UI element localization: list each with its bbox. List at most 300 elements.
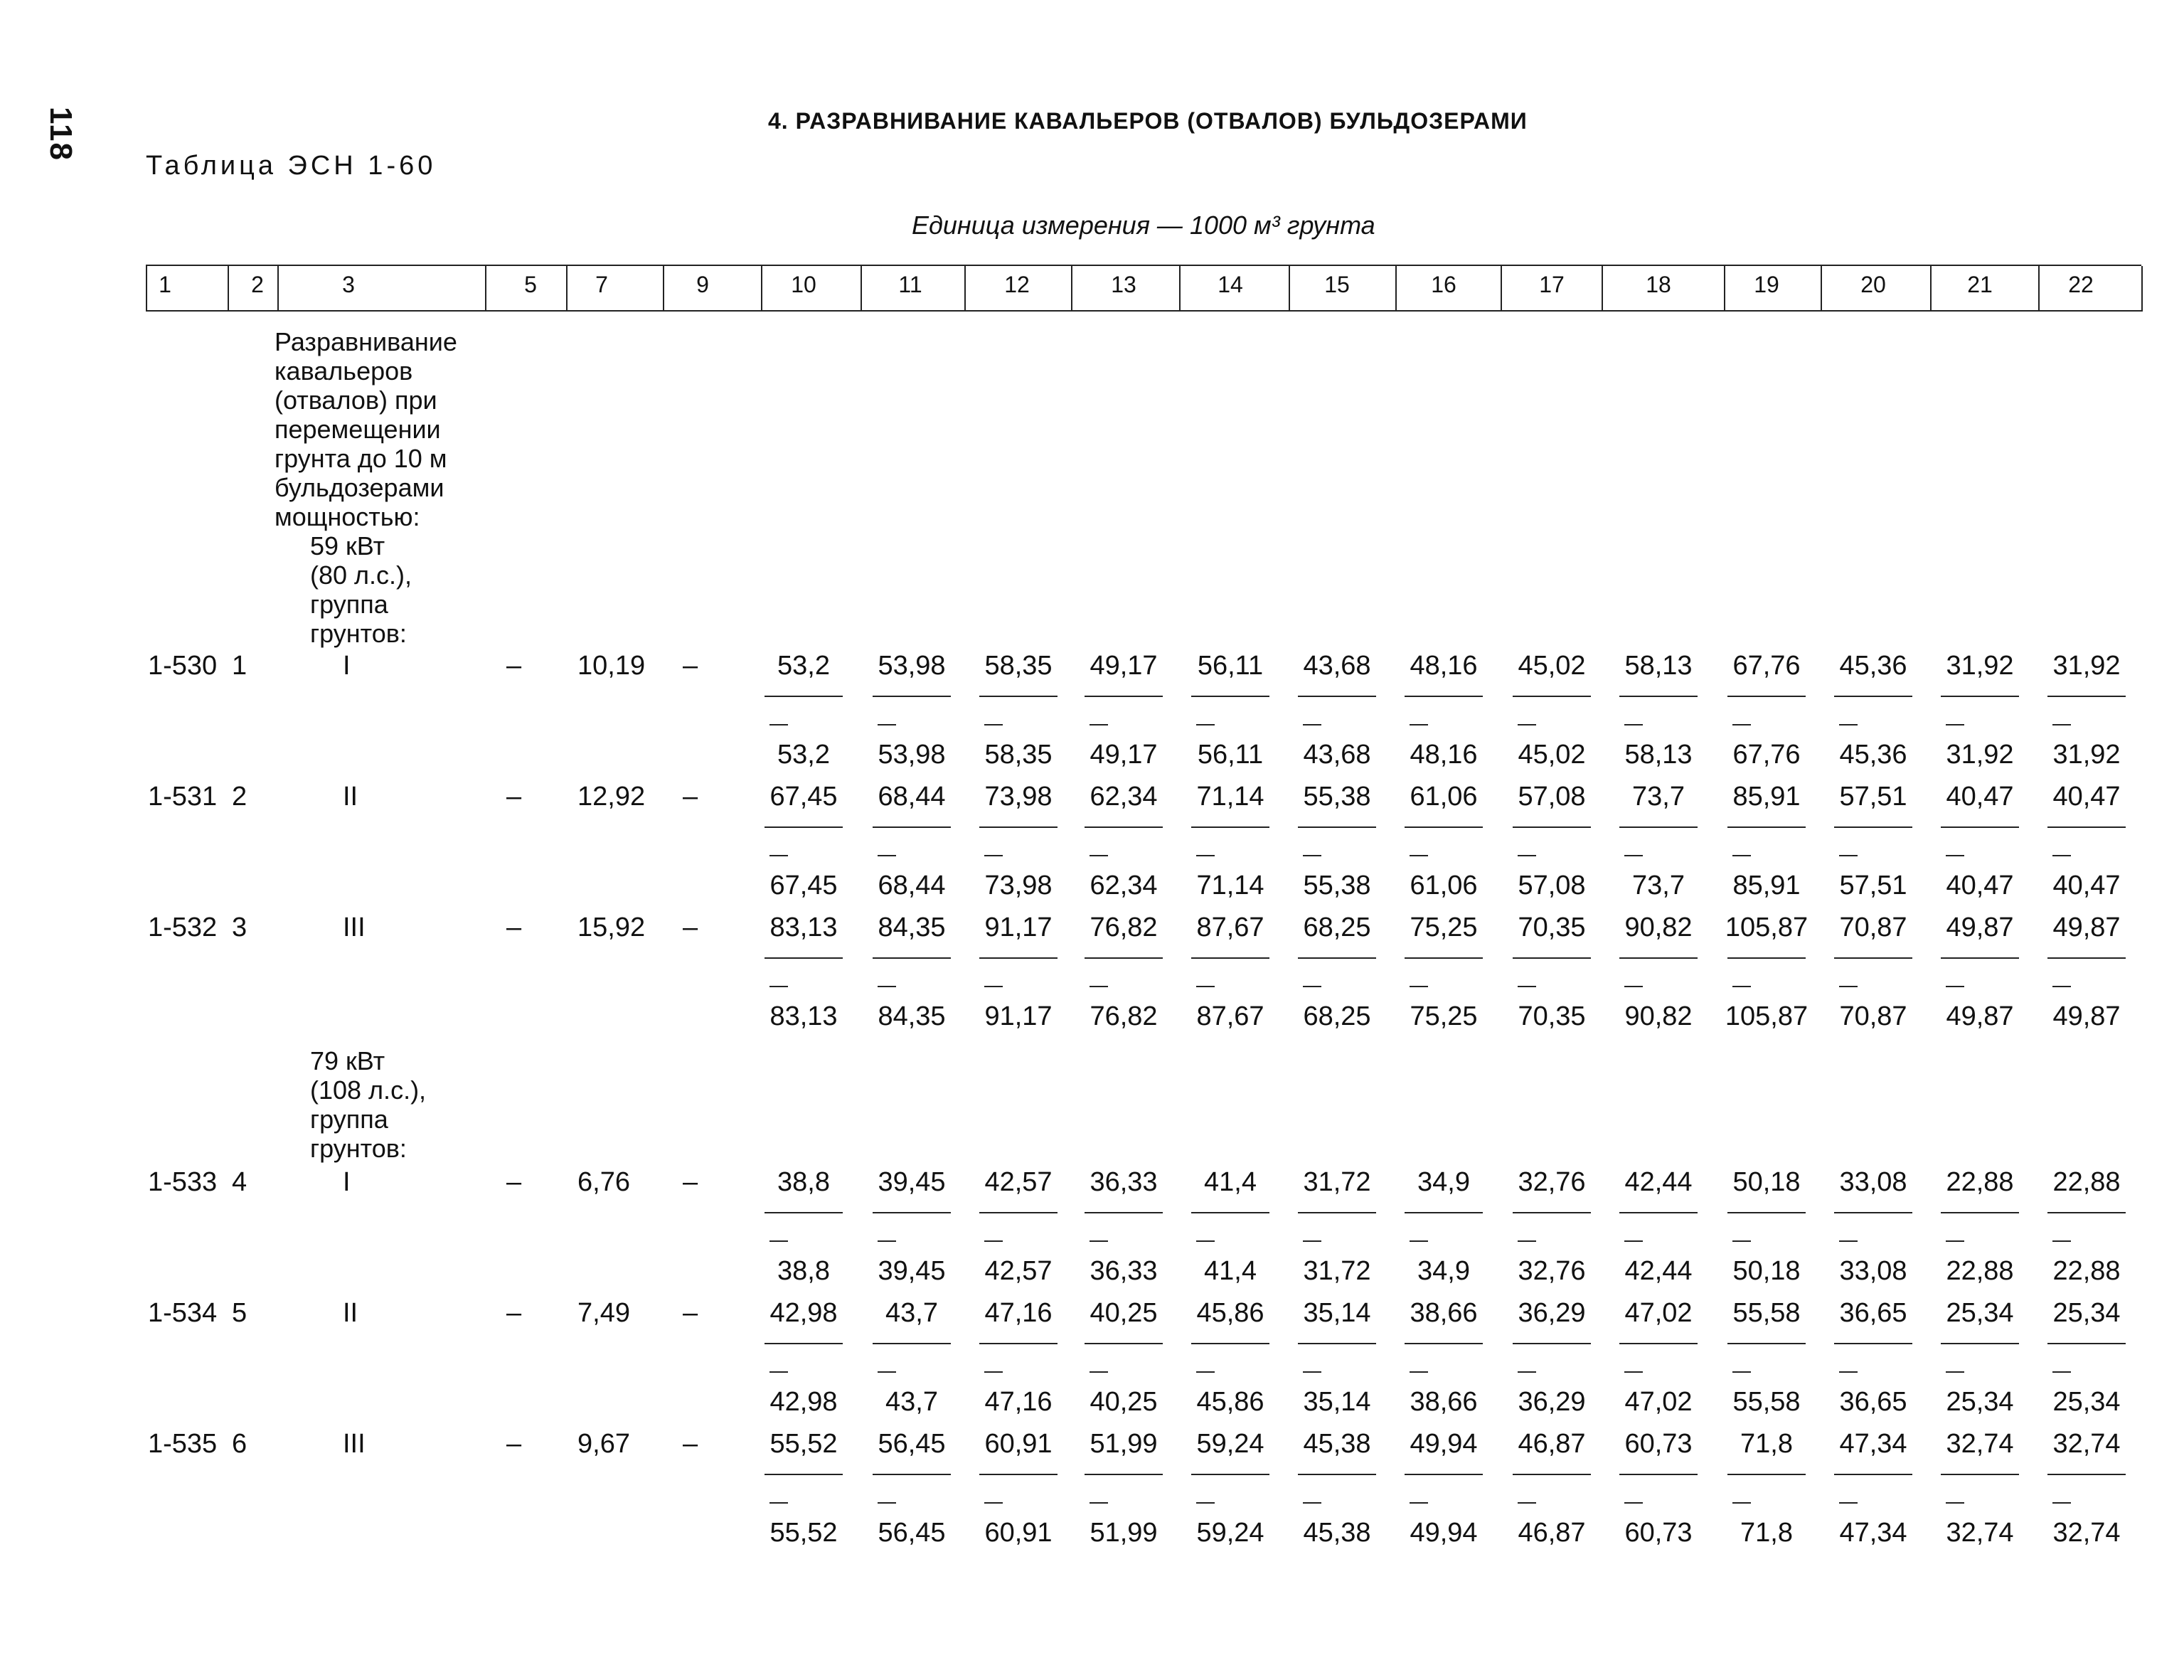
numerator-value: 46,87 bbox=[1518, 1429, 1586, 1459]
denominator-dash bbox=[984, 1502, 1003, 1504]
column-header: 18 bbox=[1646, 272, 1671, 297]
column-header: 21 bbox=[1967, 272, 1993, 297]
fraction-bar bbox=[873, 957, 951, 959]
denominator-value: 40,47 bbox=[2052, 871, 2121, 900]
denominator-dash bbox=[1303, 724, 1321, 725]
numerator-value: 71,14 bbox=[1196, 782, 1264, 812]
denominator-value: 36,33 bbox=[1090, 1256, 1158, 1286]
section-title: 4. РАЗРАВНИВАНИЕ КАВАЛЬЕРОВ (ОТВАЛОВ) БУЛЬДОЗЕРАМИ bbox=[768, 108, 1528, 134]
numerator-value: 48,16 bbox=[1410, 651, 1478, 681]
numerator-value: 22,88 bbox=[2052, 1167, 2121, 1197]
row-code: 1-531 bbox=[148, 782, 218, 812]
numerator-value: 31,92 bbox=[2052, 651, 2121, 681]
soil-group: I bbox=[343, 1167, 351, 1197]
denominator-value: 49,87 bbox=[1946, 1001, 2014, 1031]
fraction-bar bbox=[765, 1212, 843, 1213]
numerator-value: 73,98 bbox=[984, 782, 1053, 812]
row-number: 6 bbox=[232, 1429, 247, 1459]
denominator-value: 32,74 bbox=[1946, 1518, 2014, 1548]
denominator-value: 53,2 bbox=[777, 740, 830, 770]
fraction-bar bbox=[2047, 696, 2126, 697]
numerator-value: 42,98 bbox=[769, 1298, 838, 1328]
fraction-bar bbox=[2047, 957, 2126, 959]
numerator-value: 60,91 bbox=[984, 1429, 1053, 1459]
description-line: Разравнивание bbox=[275, 327, 457, 356]
denominator-dash bbox=[1518, 1502, 1536, 1504]
fraction-bar bbox=[1298, 1343, 1376, 1344]
soil-group: II bbox=[343, 1298, 358, 1328]
header-divider bbox=[1071, 266, 1072, 312]
denominator-dash bbox=[1732, 1502, 1751, 1504]
unit-of-measure: Единица измерения — 1000 м³ грунта bbox=[912, 211, 1375, 240]
fraction-bar bbox=[1941, 957, 2019, 959]
group-heading-line: 59 кВт bbox=[310, 531, 385, 560]
fraction-bar bbox=[1513, 957, 1591, 959]
fraction-bar bbox=[1085, 696, 1163, 697]
fraction-bar bbox=[1085, 1343, 1163, 1344]
fraction-bar bbox=[979, 826, 1058, 828]
column-7-value: 10,19 bbox=[577, 651, 646, 681]
denominator-dash bbox=[1090, 1240, 1108, 1242]
numerator-value: 56,11 bbox=[1197, 651, 1264, 681]
denominator-value: 40,25 bbox=[1090, 1387, 1158, 1417]
numerator-value: 85,91 bbox=[1732, 782, 1801, 812]
denominator-value: 45,38 bbox=[1303, 1518, 1371, 1548]
numerator-value: 83,13 bbox=[769, 913, 838, 942]
denominator-value: 60,91 bbox=[984, 1518, 1053, 1548]
numerator-value: 70,35 bbox=[1518, 913, 1586, 942]
denominator-dash bbox=[1946, 986, 1964, 987]
denominator-dash bbox=[1946, 1240, 1964, 1242]
denominator-dash bbox=[1946, 1371, 1964, 1373]
denominator-value: 87,67 bbox=[1196, 1001, 1264, 1031]
denominator-value: 67,45 bbox=[769, 871, 838, 900]
denominator-value: 67,76 bbox=[1732, 740, 1801, 770]
denominator-value: 49,94 bbox=[1410, 1518, 1478, 1548]
fraction-bar bbox=[1834, 957, 1912, 959]
denominator-value: 68,44 bbox=[878, 871, 946, 900]
fraction-bar bbox=[765, 696, 843, 697]
fraction-bar bbox=[765, 957, 843, 959]
denominator-dash bbox=[1196, 1502, 1215, 1504]
denominator-dash bbox=[1090, 724, 1108, 725]
denominator-dash bbox=[1839, 724, 1858, 725]
fraction-bar bbox=[1619, 1212, 1698, 1213]
numerator-value: 90,82 bbox=[1624, 913, 1693, 942]
numerator-value: 45,38 bbox=[1303, 1429, 1371, 1459]
fraction-bar bbox=[1191, 957, 1269, 959]
denominator-dash bbox=[769, 724, 788, 725]
denominator-dash bbox=[1196, 1240, 1215, 1242]
denominator-dash bbox=[1946, 724, 1964, 725]
fraction-bar bbox=[1405, 696, 1483, 697]
numerator-value: 32,76 bbox=[1518, 1167, 1586, 1197]
header-divider bbox=[2038, 266, 2040, 312]
row-code: 1-533 bbox=[148, 1167, 218, 1197]
denominator-value: 60,73 bbox=[1624, 1518, 1693, 1548]
column-7-value: 15,92 bbox=[577, 913, 646, 942]
column-header: 20 bbox=[1860, 272, 1886, 297]
numerator-value: 38,66 bbox=[1410, 1298, 1478, 1328]
numerator-value: 36,29 bbox=[1518, 1298, 1586, 1328]
denominator-dash bbox=[1946, 855, 1964, 856]
denominator-dash bbox=[2052, 724, 2071, 725]
fraction-bar bbox=[2047, 1474, 2126, 1475]
denominator-value: 32,74 bbox=[2052, 1518, 2121, 1548]
denominator-dash bbox=[1732, 1371, 1751, 1373]
column-header: 11 bbox=[898, 272, 922, 297]
fraction-bar bbox=[1298, 957, 1376, 959]
denominator-value: 42,98 bbox=[769, 1387, 838, 1417]
numerator-value: 70,87 bbox=[1839, 913, 1907, 942]
numerator-value: 67,45 bbox=[769, 782, 838, 812]
fraction-bar bbox=[2047, 1343, 2126, 1344]
denominator-value: 42,57 bbox=[984, 1256, 1053, 1286]
numerator-value: 76,82 bbox=[1090, 913, 1158, 942]
numerator-value: 31,72 bbox=[1303, 1167, 1371, 1197]
numerator-value: 43,7 bbox=[885, 1298, 938, 1328]
denominator-value: 50,18 bbox=[1732, 1256, 1801, 1286]
numerator-value: 49,87 bbox=[2052, 913, 2121, 942]
denominator-dash bbox=[769, 986, 788, 987]
numerator-value: 47,16 bbox=[984, 1298, 1053, 1328]
numerator-value: 87,67 bbox=[1196, 913, 1264, 942]
numerator-value: 33,08 bbox=[1839, 1167, 1907, 1197]
row-code: 1-530 bbox=[148, 651, 218, 681]
denominator-dash bbox=[878, 855, 896, 856]
column-9-value: – bbox=[683, 1167, 698, 1197]
denominator-value: 31,92 bbox=[2052, 740, 2121, 770]
fraction-bar bbox=[1298, 696, 1376, 697]
denominator-dash bbox=[1732, 986, 1751, 987]
denominator-dash bbox=[1303, 1502, 1321, 1504]
row-code: 1-534 bbox=[148, 1298, 218, 1328]
denominator-value: 58,13 bbox=[1624, 740, 1693, 770]
fraction-bar bbox=[1513, 696, 1591, 697]
header-divider bbox=[1289, 266, 1290, 312]
denominator-dash bbox=[1090, 1371, 1108, 1373]
fraction-bar bbox=[1619, 1343, 1698, 1344]
denominator-value: 59,24 bbox=[1196, 1518, 1264, 1548]
denominator-value: 61,06 bbox=[1410, 871, 1478, 900]
header-divider bbox=[1602, 266, 1603, 312]
column-5-value: – bbox=[506, 1167, 522, 1197]
denominator-dash bbox=[1518, 1371, 1536, 1373]
header-divider bbox=[2141, 266, 2143, 312]
column-header: 14 bbox=[1218, 272, 1243, 297]
fraction-bar bbox=[1085, 826, 1163, 828]
fraction-bar bbox=[1834, 1343, 1912, 1344]
column-9-value: – bbox=[683, 782, 698, 812]
denominator-dash bbox=[984, 724, 1003, 725]
numerator-value: 75,25 bbox=[1410, 913, 1478, 942]
numerator-value: 32,74 bbox=[2052, 1429, 2121, 1459]
column-5-value: – bbox=[506, 1298, 522, 1328]
numerator-value: 49,17 bbox=[1090, 651, 1158, 681]
fraction-bar bbox=[1727, 826, 1806, 828]
column-7-value: 12,92 bbox=[577, 782, 646, 812]
denominator-value: 25,34 bbox=[1946, 1387, 2014, 1417]
description-line: перемещении bbox=[275, 415, 441, 444]
group-heading-line: (80 л.с.), bbox=[310, 560, 412, 590]
header-divider bbox=[1179, 266, 1181, 312]
denominator-value: 73,7 bbox=[1632, 871, 1685, 900]
denominator-dash bbox=[878, 1502, 896, 1504]
fraction-bar bbox=[1405, 1474, 1483, 1475]
denominator-dash bbox=[1303, 1240, 1321, 1242]
fraction-bar bbox=[873, 696, 951, 697]
column-7-value: 9,67 bbox=[577, 1429, 630, 1459]
fraction-bar bbox=[1834, 826, 1912, 828]
group-heading-line: группа bbox=[310, 590, 388, 619]
group2-heading bbox=[310, 1046, 426, 1163]
fraction-bar bbox=[1941, 696, 2019, 697]
fraction-bar bbox=[1513, 1474, 1591, 1475]
column-header: 10 bbox=[791, 272, 816, 297]
denominator-value: 46,87 bbox=[1518, 1518, 1586, 1548]
fraction-bar bbox=[1405, 1343, 1483, 1344]
denominator-value: 48,16 bbox=[1410, 740, 1478, 770]
fraction-bar bbox=[1834, 696, 1912, 697]
fraction-bar bbox=[873, 1343, 951, 1344]
fraction-bar bbox=[1619, 826, 1698, 828]
column-5-value: – bbox=[506, 651, 522, 681]
denominator-dash bbox=[769, 1371, 788, 1373]
denominator-value: 39,45 bbox=[878, 1256, 946, 1286]
denominator-value: 57,51 bbox=[1839, 871, 1907, 900]
denominator-value: 53,98 bbox=[878, 740, 946, 770]
fraction-bar bbox=[1727, 957, 1806, 959]
fraction-bar bbox=[1298, 826, 1376, 828]
fraction-bar bbox=[1619, 696, 1698, 697]
denominator-dash bbox=[1946, 1502, 1964, 1504]
group1-heading bbox=[310, 531, 412, 648]
denominator-value: 105,87 bbox=[1725, 1001, 1809, 1031]
numerator-value: 60,73 bbox=[1624, 1429, 1693, 1459]
row-number: 5 bbox=[232, 1298, 247, 1328]
denominator-dash bbox=[878, 1371, 896, 1373]
numerator-value: 47,02 bbox=[1624, 1298, 1693, 1328]
numerator-value: 41,4 bbox=[1204, 1167, 1257, 1197]
column-9-value: – bbox=[683, 651, 698, 681]
denominator-dash bbox=[1624, 855, 1643, 856]
fraction-bar bbox=[2047, 1212, 2126, 1213]
denominator-value: 76,82 bbox=[1090, 1001, 1158, 1031]
numerator-value: 34,9 bbox=[1417, 1167, 1470, 1197]
numerator-value: 51,99 bbox=[1090, 1429, 1158, 1459]
fraction-bar bbox=[1191, 1212, 1269, 1213]
header-divider bbox=[485, 266, 486, 312]
denominator-value: 51,99 bbox=[1090, 1518, 1158, 1548]
denominator-dash bbox=[2052, 1502, 2071, 1504]
denominator-value: 36,65 bbox=[1839, 1387, 1907, 1417]
fraction-bar bbox=[979, 1474, 1058, 1475]
numerator-value: 36,33 bbox=[1090, 1167, 1158, 1197]
page-number: 118 bbox=[43, 107, 78, 161]
denominator-dash bbox=[1410, 1371, 1428, 1373]
fraction-bar bbox=[1727, 1474, 1806, 1475]
fraction-bar bbox=[1085, 1474, 1163, 1475]
denominator-dash bbox=[1839, 1371, 1858, 1373]
soil-group: II bbox=[343, 782, 358, 812]
fraction-bar bbox=[1191, 1343, 1269, 1344]
numerator-value: 56,45 bbox=[878, 1429, 946, 1459]
denominator-dash bbox=[1303, 1371, 1321, 1373]
denominator-dash bbox=[1410, 1240, 1428, 1242]
denominator-dash bbox=[1410, 1502, 1428, 1504]
numerator-value: 40,47 bbox=[2052, 782, 2121, 812]
denominator-dash bbox=[1624, 1371, 1643, 1373]
denominator-value: 38,66 bbox=[1410, 1387, 1478, 1417]
column-header: 2 bbox=[251, 272, 264, 297]
numerator-value: 31,92 bbox=[1946, 651, 2014, 681]
denominator-value: 62,34 bbox=[1090, 871, 1158, 900]
numerator-value: 67,76 bbox=[1732, 651, 1801, 681]
fraction-bar bbox=[873, 1212, 951, 1213]
fraction-bar bbox=[873, 1474, 951, 1475]
denominator-value: 58,35 bbox=[984, 740, 1053, 770]
fraction-bar bbox=[1405, 826, 1483, 828]
numerator-value: 55,58 bbox=[1732, 1298, 1801, 1328]
column-9-value: – bbox=[683, 1429, 698, 1459]
denominator-dash bbox=[1090, 986, 1108, 987]
description-line: грунта до 10 м bbox=[275, 444, 447, 473]
column-header: 9 bbox=[696, 272, 709, 297]
denominator-dash bbox=[1196, 724, 1215, 725]
row-code: 1-532 bbox=[148, 913, 218, 942]
numerator-value: 49,94 bbox=[1410, 1429, 1478, 1459]
denominator-value: 31,92 bbox=[1946, 740, 2014, 770]
denominator-value: 70,87 bbox=[1839, 1001, 1907, 1031]
denominator-value: 91,17 bbox=[984, 1001, 1053, 1031]
fraction-bar bbox=[1191, 1474, 1269, 1475]
fraction-bar bbox=[1513, 1343, 1591, 1344]
numerator-value: 68,25 bbox=[1303, 913, 1371, 942]
numerator-value: 25,34 bbox=[1946, 1298, 2014, 1328]
numerator-value: 59,24 bbox=[1196, 1429, 1264, 1459]
column-header: 19 bbox=[1754, 272, 1779, 297]
header-divider bbox=[566, 266, 568, 312]
table-label: Таблица ЭСН 1-60 bbox=[146, 151, 437, 181]
numerator-value: 22,88 bbox=[1946, 1167, 2014, 1197]
fraction-bar bbox=[1941, 826, 2019, 828]
column-header: 15 bbox=[1324, 272, 1350, 297]
denominator-value: 43,68 bbox=[1303, 740, 1371, 770]
numerator-value: 71,8 bbox=[1740, 1429, 1793, 1459]
denominator-dash bbox=[769, 855, 788, 856]
denominator-dash bbox=[878, 724, 896, 725]
group-heading-line: (108 л.с.), bbox=[310, 1075, 427, 1105]
denominator-dash bbox=[1518, 986, 1536, 987]
denominator-dash bbox=[769, 1240, 788, 1242]
denominator-dash bbox=[1410, 855, 1428, 856]
group-heading-line: группа bbox=[310, 1105, 388, 1134]
denominator-dash bbox=[2052, 1371, 2071, 1373]
fraction-bar bbox=[1298, 1212, 1376, 1213]
numerator-value: 45,36 bbox=[1839, 651, 1907, 681]
denominator-dash bbox=[1624, 986, 1643, 987]
description-line: (отвалов) при bbox=[275, 386, 437, 415]
denominator-dash bbox=[1196, 1371, 1215, 1373]
row-number: 3 bbox=[232, 913, 247, 942]
denominator-value: 71,8 bbox=[1740, 1518, 1793, 1548]
header-divider bbox=[861, 266, 862, 312]
denominator-dash bbox=[878, 1240, 896, 1242]
denominator-value: 45,36 bbox=[1839, 740, 1907, 770]
fraction-bar bbox=[979, 1212, 1058, 1213]
numerator-value: 35,14 bbox=[1303, 1298, 1371, 1328]
header-divider bbox=[1501, 266, 1502, 312]
column-header: 13 bbox=[1111, 272, 1136, 297]
fraction-bar bbox=[1619, 1474, 1698, 1475]
denominator-value: 25,34 bbox=[2052, 1387, 2121, 1417]
fraction-bar bbox=[2047, 826, 2126, 828]
column-9-value: – bbox=[683, 1298, 698, 1328]
denominator-value: 47,02 bbox=[1624, 1387, 1693, 1417]
numerator-value: 58,35 bbox=[984, 651, 1053, 681]
denominator-value: 56,11 bbox=[1197, 740, 1264, 770]
denominator-dash bbox=[1518, 1240, 1536, 1242]
numerator-value: 43,68 bbox=[1303, 651, 1371, 681]
denominator-dash bbox=[1196, 986, 1215, 987]
fraction-bar bbox=[765, 826, 843, 828]
column-7-value: 6,76 bbox=[577, 1167, 630, 1197]
fraction-bar bbox=[765, 1343, 843, 1344]
denominator-value: 34,9 bbox=[1417, 1256, 1470, 1286]
header-bottom-rule bbox=[146, 310, 2141, 312]
numerator-value: 45,86 bbox=[1196, 1298, 1264, 1328]
fraction-bar bbox=[765, 1474, 843, 1475]
group-heading-line: грунтов: bbox=[310, 1134, 407, 1163]
numerator-value: 61,06 bbox=[1410, 782, 1478, 812]
column-header: 7 bbox=[595, 272, 608, 297]
fraction-bar bbox=[1727, 1212, 1806, 1213]
fraction-bar bbox=[979, 1343, 1058, 1344]
denominator-dash bbox=[1410, 724, 1428, 725]
numerator-value: 73,7 bbox=[1632, 782, 1685, 812]
description-main bbox=[275, 327, 457, 531]
soil-group: I bbox=[343, 651, 351, 681]
denominator-value: 90,82 bbox=[1624, 1001, 1693, 1031]
denominator-value: 33,08 bbox=[1839, 1256, 1907, 1286]
fraction-bar bbox=[1191, 826, 1269, 828]
numerator-value: 47,34 bbox=[1839, 1429, 1907, 1459]
fraction-bar bbox=[1513, 1212, 1591, 1213]
denominator-dash bbox=[1196, 855, 1215, 856]
denominator-value: 22,88 bbox=[1946, 1256, 2014, 1286]
fraction-bar bbox=[1513, 826, 1591, 828]
fraction-bar bbox=[1405, 1212, 1483, 1213]
numerator-value: 49,87 bbox=[1946, 913, 2014, 942]
column-header: 17 bbox=[1539, 272, 1565, 297]
denominator-value: 57,08 bbox=[1518, 871, 1586, 900]
fraction-bar bbox=[1085, 1212, 1163, 1213]
denominator-value: 47,34 bbox=[1839, 1518, 1907, 1548]
row-number: 4 bbox=[232, 1167, 247, 1197]
numerator-value: 105,87 bbox=[1725, 913, 1809, 942]
soil-group: III bbox=[343, 913, 366, 942]
denominator-value: 45,02 bbox=[1518, 740, 1586, 770]
denominator-dash bbox=[984, 1371, 1003, 1373]
numerator-value: 50,18 bbox=[1732, 1167, 1801, 1197]
denominator-value: 47,16 bbox=[984, 1387, 1053, 1417]
denominator-value: 56,45 bbox=[878, 1518, 946, 1548]
numerator-value: 36,65 bbox=[1839, 1298, 1907, 1328]
header-divider bbox=[1395, 266, 1397, 312]
denominator-dash bbox=[1410, 986, 1428, 987]
denominator-value: 41,4 bbox=[1204, 1256, 1257, 1286]
denominator-dash bbox=[1303, 855, 1321, 856]
